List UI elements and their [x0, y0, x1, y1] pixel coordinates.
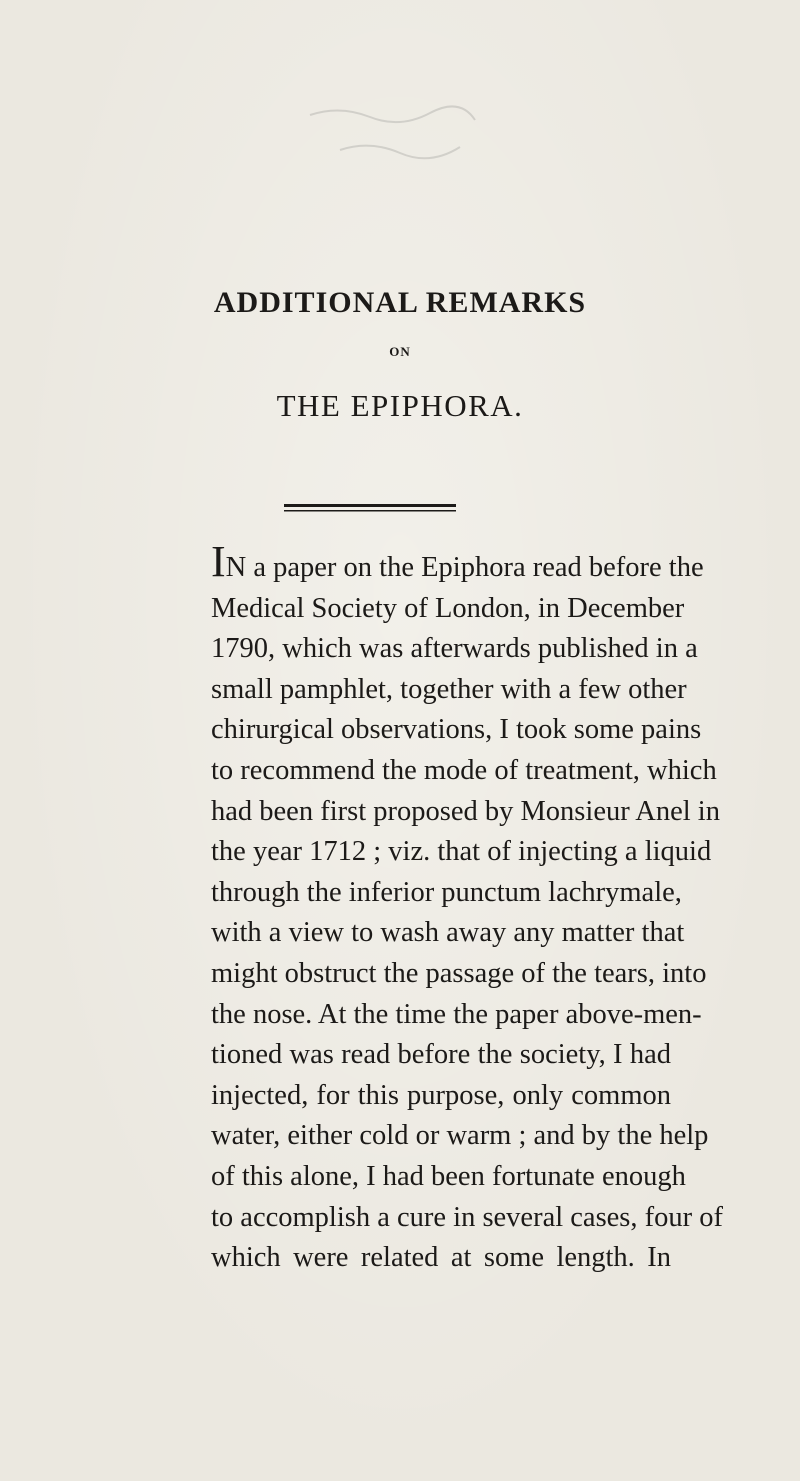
- text-line: chirurgical observations, I took some pains: [211, 714, 702, 746]
- text-line-1: IN a paper on the Epiphora read before the: [211, 537, 704, 586]
- text-line: small pamphlet, together with a few other: [211, 673, 687, 705]
- title-connector: ON: [389, 344, 411, 359]
- text-line: 1790, which was afterwards published in a: [211, 633, 698, 665]
- text-line: through the inferior punctum lachrymale,: [211, 876, 682, 908]
- text-line: to recommend the mode of treatment, which: [211, 754, 717, 786]
- text-line: might obstruct the passage of the tears, into: [211, 957, 707, 989]
- text-line: injected, for this purpose, only common: [211, 1079, 671, 1111]
- page-subtitle: THE EPIPHORA.: [276, 388, 524, 423]
- text-line: with a view to wash away any matter that: [211, 917, 685, 949]
- show-through-mark: [300, 95, 480, 175]
- initial-letter: I: [211, 537, 226, 586]
- text-line: the nose. At the time the paper above-men-: [211, 998, 702, 1030]
- text-line: tioned was read before the society, I had: [211, 1039, 671, 1071]
- text-line: to accomplish a cure in several cases, four of: [211, 1201, 723, 1233]
- body-paragraph: [211, 537, 723, 1279]
- page-title: ADDITIONAL REMARKS: [213, 286, 587, 319]
- double-rule-divider: [284, 503, 456, 515]
- text-line: water, either cold or warm ; and by the help: [211, 1120, 709, 1152]
- text-line: Medical Society of London, in December: [211, 592, 685, 624]
- text-line: had been first proposed by Monsieur Anel in: [211, 795, 720, 827]
- text-line: of this alone, I had been fortunate enough: [211, 1160, 686, 1192]
- text-line: the year 1712 ; viz. that of injecting a liquid: [211, 836, 712, 868]
- text-line: which were related at some length. In: [211, 1242, 671, 1274]
